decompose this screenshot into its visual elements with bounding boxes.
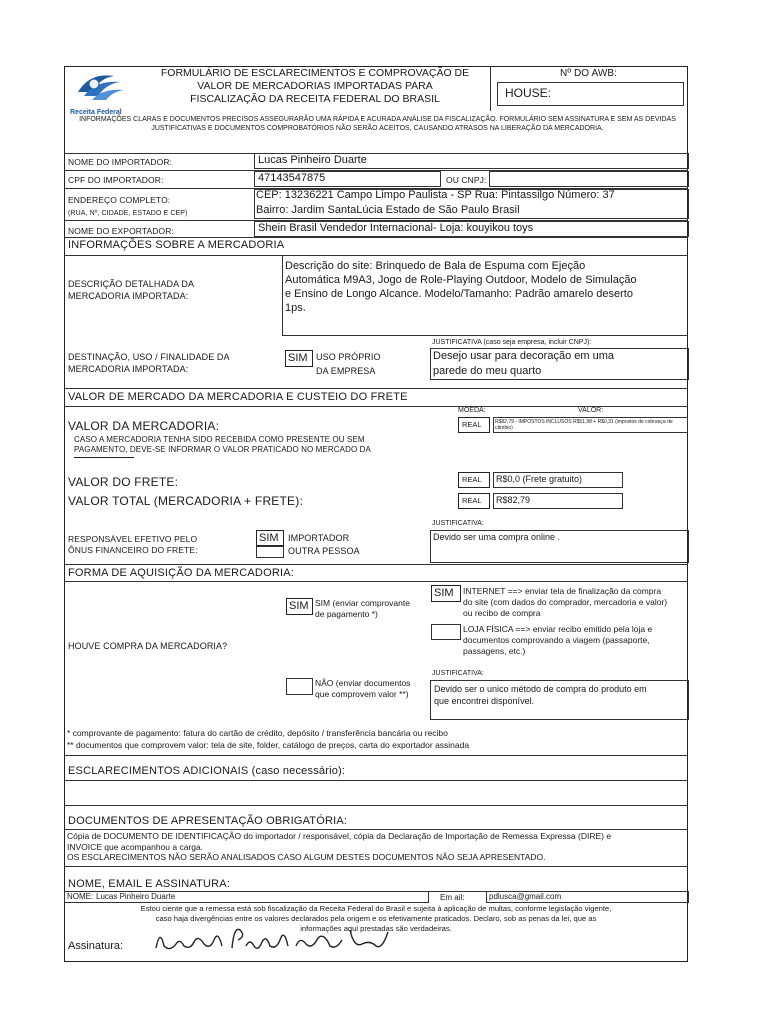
description-label-1: DESCRIÇÃO DETALHADA DA	[68, 279, 195, 289]
purchase-no-label-1: NÃO (enviar documentos	[315, 678, 411, 688]
cnpj-field[interactable]	[489, 171, 689, 187]
internet-checkbox[interactable]: SIM	[431, 585, 461, 602]
acquisition-justification-label: JUSTIFICATIVA:	[432, 670, 484, 677]
declaration-line-2: caso haja divergências entre os valores declarados pela origem e os efetivamente praticados. Declaro, sob as penas da lei, que as	[155, 914, 597, 923]
title-line-1: FORMULÁRIO DE ESCLARECIMENTOS E COMPROVAÇÃO DE	[160, 67, 470, 79]
purchase-no-label-2: que comprovem valor **)	[315, 689, 409, 699]
purchase-yes-label-2: de pagamento *)	[315, 609, 378, 619]
signature-drawing	[150, 918, 410, 958]
description-line-4: 1ps.	[285, 302, 306, 314]
email-value: pdlusca@gmail.com	[489, 892, 562, 901]
value-section-title: VALOR DE MERCADO DA MERCADORIA E CUSTEIO DO FRETE	[68, 391, 408, 403]
freight-currency[interactable]: REAL	[458, 472, 490, 488]
signature-section-title: NOME, EMAIL E ASSINATURA:	[68, 878, 231, 890]
purchase-question-label: HOUVE COMPRA DA MERCADORIA?	[68, 641, 228, 651]
receita-logo-icon	[70, 70, 132, 104]
exporter-label: NOME DO EXPORTADOR:	[68, 226, 174, 236]
valor-label: VALOR:	[578, 407, 604, 414]
receita-federal-logo	[70, 70, 132, 114]
awb-label: Nº DO AWB:	[560, 68, 618, 79]
cpf-label: CPF DO IMPORTADOR:	[68, 175, 164, 185]
cpf-value: 47143547875	[258, 172, 326, 184]
signature-name-value: Lucas Pinheiro Duarte	[96, 892, 176, 901]
description-label-2: MERCADORIA IMPORTADA:	[68, 291, 189, 301]
house-label: HOUSE:	[505, 86, 552, 100]
description-line-1: Descrição do site: Brinquedo de Bala de Espuma com Ejeção	[285, 260, 586, 272]
cnpj-label: OU CNPJ:	[446, 175, 487, 185]
title-line-3: FISCALIZAÇÃO DA RECEITA FEDERAL DO BRASIL	[190, 93, 440, 105]
documents-line-3: OS ESCLARECIMENTOS NÃO SERÃO ANALISADOS CASO ALGUM DESTES DOCUMENTOS NÃO SEJA APRESENTADO.	[67, 852, 546, 862]
goods-section-title: INFORMAÇÕES SOBRE A MERCADORIA	[68, 239, 285, 251]
description-line-2: Automática M9A3, Jogo de Role-Playing Outdoor, Modelo de Simulação	[285, 274, 637, 286]
physical-store-label-1: LOJA FÍSICA ==> enviar recibo emitido pela loja e	[463, 624, 653, 634]
documents-line-2: INVOICE que acompanhou a carga.	[67, 842, 204, 852]
importer-payer-label: IMPORTADOR	[288, 533, 350, 543]
purchase-no-checkbox[interactable]	[286, 678, 313, 695]
additional-title-text: ESCLARECIMENTOS ADICIONAIS (caso necessário):	[68, 765, 346, 777]
declaration-line-1: Estou ciente que a remessa está sob fiscalização da Receita Federal do Brasil e sujeita à aplicação de multas, conforme legislação vigente,	[140, 904, 612, 913]
email-label: Em ail:	[440, 893, 465, 902]
physical-store-label-2: documentos comprovando a viagem (passaporte,	[463, 635, 650, 645]
merchandise-value-label: VALOR DA MERCADORIA:	[68, 419, 220, 433]
footnote-documents: ** documentos que comprovem valor: tela de site, folder, catálogo de preços, carta do exportador assinada	[67, 740, 470, 750]
form-title	[140, 67, 490, 106]
merchandise-value: R$82,79 - IMPOSTOS INCLUSOS R$51,98 + R$0,31 (impostos de cobrança de câmbio)	[495, 419, 673, 431]
purchase-yes-checkbox[interactable]: SIM	[286, 598, 313, 615]
destination-label-2: MERCADORIA IMPORTADA:	[68, 364, 189, 374]
physical-store-checkbox[interactable]	[431, 624, 461, 640]
importer-payer-checkbox[interactable]: SIM	[256, 530, 284, 546]
freight-justification-value: Devido ser uma compra online .	[433, 532, 561, 542]
merchandise-note-1: CASO A MERCADORIA TENHA SIDO RECEBIDA COMO PRESENTE OU SEM	[74, 435, 365, 444]
signature-label: Assinatura:	[68, 940, 124, 952]
description-line-3: e Ensino de Longo Alcance. Modelo/Tamanho: Padrão amarelo deserto	[285, 288, 633, 300]
uso-proprio-checkbox[interactable]: SIM	[285, 350, 313, 367]
acquisition-justification-line-1: Devido ser o unico método de compra do produto em	[434, 684, 647, 694]
dest-justification-line-1: Desejo usar para decoração em uma	[433, 350, 614, 362]
total-value: R$82,79	[496, 495, 531, 505]
acquisition-justification-line-2: que encontrei disponível.	[434, 696, 535, 706]
importer-name-label: NOME DO IMPORTADOR:	[68, 157, 173, 167]
acquisition-section-title: FORMA DE AQUISIÇÃO DA MERCADORIA:	[68, 567, 295, 579]
address-line-2: Bairro: Jardim SantaLúcia Estado de São Paulo Brasil	[256, 204, 520, 216]
instructions-text: INFORMAÇÕES CLARAS E DOCUMENTOS PRECISOS ASSEGURARÃO UMA RÁPIDA E ACURADA ANÁLISE DA FISCALIZAÇÃO. FORMULÁRIO SEM ASSINATURA E SEM AS DEVIDAS JUSTIFICATIVAS E DOCUMENTOS COMPROBATÓRIOS NÃO SERÃO ACEITOS, CAUSANDO ATRASOS NA LIBERAÇÃO DA MERCADORIA.	[79, 116, 676, 132]
importer-name-value: Lucas Pinheiro Duarte	[258, 154, 367, 166]
title-line-2: VALOR DE MERCADORIAS IMPORTADAS PARA	[197, 80, 433, 92]
uso-proprio-label-1: USO PRÓPRIO	[316, 352, 381, 362]
uso-proprio-label-2: DA EMPRESA	[316, 366, 376, 376]
merchandise-currency[interactable]: REAL	[458, 417, 490, 433]
total-label: VALOR TOTAL (MERCADORIA + FRETE):	[68, 494, 303, 508]
freight-value: R$0,0 (Frete gratuito)	[496, 474, 583, 484]
declaration-line-3: informações aqui prestadas são verdadeiras.	[300, 924, 452, 933]
additional-field[interactable]	[64, 781, 688, 803]
other-payer-label: OUTRA PESSOA	[288, 546, 360, 556]
exporter-value: Shein Brasil Vendedor Internacional- Loja: kouyikou toys	[258, 222, 534, 234]
address-line-1: CEP: 13236221 Campo Limpo Paulista - SP Rua: Pintassilgo Número: 37	[256, 189, 615, 201]
signature-name-label: NOME:	[67, 892, 94, 901]
internet-label-1: INTERNET ==> enviar tela de finalização da compra	[463, 586, 662, 596]
physical-store-label-3: passagens, etc.)	[463, 646, 526, 656]
freight-label: VALOR DO FRETE:	[68, 475, 179, 489]
address-sublabel: (RUA, Nº, CIDADE, ESTADO E CEP)	[68, 210, 188, 217]
address-label: ENDEREÇO COMPLETO:	[68, 195, 171, 205]
purchase-yes-label-1: SIM (enviar comprovante	[315, 598, 410, 608]
internet-label-2: do site (com dados do comprador, mercadoria e valor)	[463, 597, 668, 607]
moeda-label: MOEDA:	[458, 407, 486, 414]
dest-justification-label: JUSTIFICATIVA (caso seja empresa, incluir CNPJ):	[432, 339, 592, 346]
dest-justification-line-2: parede do meu quarto	[433, 365, 542, 377]
freight-justification-label: JUSTIFICATIVA:	[432, 520, 484, 527]
documents-section-title: DOCUMENTOS DE APRESENTAÇÃO OBRIGATÓRIA:	[68, 815, 348, 827]
handwritten-signature	[150, 918, 410, 958]
documents-line-1: Cópia de DOCUMENTO DE IDENTIFICAÇÃO do importador / responsável, cópia da Declaração de Importação de Remessa Expressa (DIRE) e	[67, 831, 612, 841]
responsible-label-1: RESPONSÁVEL EFETIVO PELO	[68, 534, 198, 544]
footnote-payment: * comprovante de pagamento: fatura do cartão de crédito, depósito / transferência bancária ou recibo	[67, 728, 448, 738]
internet-label-3: ou recibo de compra	[463, 608, 541, 618]
destination-label-1: DESTINAÇÃO, USO / FINALIDADE DA	[68, 352, 230, 362]
merchandise-note-2: PAGAMENTO, DEVE-SE INFORMAR O VALOR PRATICADO NO MERCADO DA	[74, 445, 371, 454]
responsible-label-2: ÔNUS FINANCEIRO DO FRETE:	[68, 545, 198, 555]
total-currency[interactable]: REAL	[458, 493, 490, 509]
other-payer-checkbox[interactable]	[256, 546, 284, 558]
additional-section-title	[68, 765, 345, 777]
logo-text: Receita Federal	[70, 109, 122, 116]
